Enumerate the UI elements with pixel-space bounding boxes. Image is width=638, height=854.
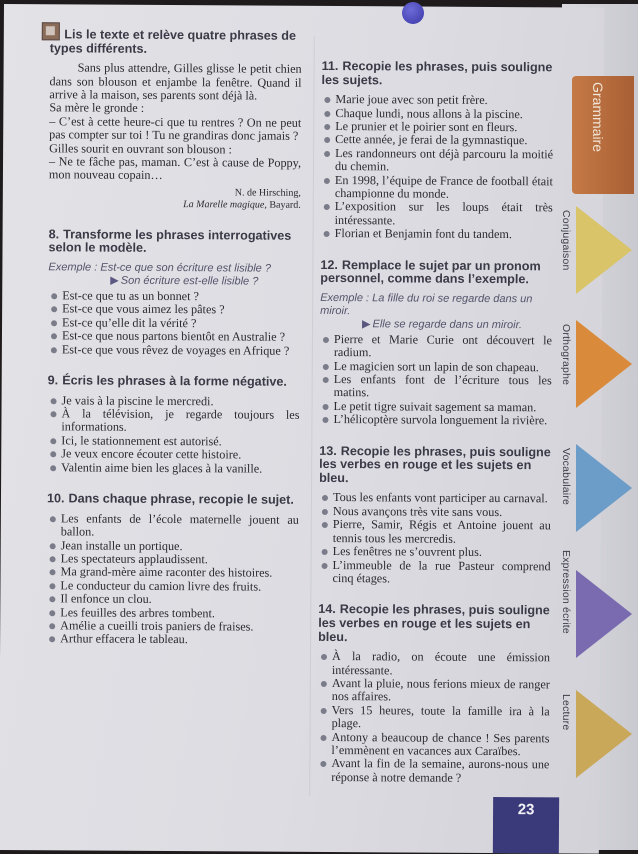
left-column — [46, 28, 302, 665]
list-item: Est-ce que vous rêvez de voyages en Afrique ? — [48, 343, 300, 358]
column-divider — [309, 36, 315, 796]
list-item: Florian et Benjamin font du tandem. — [321, 227, 553, 242]
list-item: Jean installe un portique. — [47, 539, 299, 554]
right-column — [317, 60, 554, 804]
exercise-10-title: 10. Dans chaque phrase, recopie le sujet. — [46, 491, 294, 507]
list-item: Tous les enfants vont participer au carnaval. — [319, 491, 551, 506]
list-item: Cette année, je ferai de la gymnastique. — [321, 133, 553, 148]
tab-label: Conjugaison — [560, 210, 572, 271]
list-item: Arthur effacera le tableau. — [46, 633, 298, 648]
list-item: Est-ce qu’elle dit la vérité ? — [48, 316, 300, 331]
list-item: Avant la pluie, nous ferions mieux de ranger nos affaires. — [318, 677, 550, 705]
list-item: En 1998, l’équipe de France de football était championne du monde. — [321, 174, 553, 202]
list-item: À la télévision, je regarde toujours les informations. — [47, 407, 299, 435]
exercise-9 — [47, 374, 300, 476]
exercise-13 — [318, 445, 551, 587]
list-item: L’exposition sur les loups était très intéressante. — [321, 200, 553, 228]
sentence-list — [47, 394, 299, 476]
list-item: Je vais à la piscine le mercredi. — [48, 394, 300, 409]
list-item: Les fenêtres ne s’ouvrent plus. — [319, 545, 551, 560]
tab-marker — [576, 690, 632, 778]
exercise-14-title: 14. Recopie les phrases, puis souligne les verbes en rouge et les sujets en bleu. — [318, 602, 550, 644]
exercise-12-title: 12. Remplace le sujet par un pronom personnel, comme dans l’exemple. — [320, 257, 541, 287]
tab-grammaire[interactable] — [572, 76, 634, 194]
tab-marker — [576, 570, 632, 658]
paragraph: – C’est à cette heure-ci que tu rentres ? On ne peut pas compter sur toi ! Tu ne grandiras donc jamais ? — [49, 114, 302, 144]
list-item: Pierre, Samir, Régis et Antoine jouent au tennis tous les mercredis. — [319, 518, 551, 546]
author: N. de Hirsching, — [234, 187, 301, 199]
list-item: Les enfants de l’école maternelle jouent au ballon. — [47, 512, 299, 540]
example: Exemple : Est-ce que son écriture est lisible ? ▶ Son écriture est-elle lisible ? — [48, 261, 272, 288]
tab-label: Orthographe — [560, 324, 572, 386]
sentence-list — [319, 333, 552, 428]
exercise-7 — [49, 28, 302, 211]
exercise-8 — [48, 228, 301, 358]
publisher: , Bayard. — [264, 199, 301, 211]
list-item: Avant la fin de la semaine, aurons-nous une réponse à notre demande ? — [317, 757, 549, 785]
tab-label: Grammaire — [590, 82, 606, 153]
list-item: Le magicien sort un lapin de son chapeau. — [320, 360, 552, 375]
paragraph: – Ne te fâche pas, maman. C’est à cause de Poppy, mon nouveau copain… — [48, 154, 302, 183]
list-item: Ma grand-mère aime raconter des histoires. — [46, 566, 298, 581]
list-item: L’immeuble de la rue Pasteur comprend cinq étages. — [318, 558, 550, 586]
tab-label: Vocabulaire — [560, 448, 572, 506]
exercise-11 — [321, 60, 554, 242]
exercise-14 — [317, 603, 550, 785]
list-item: Amélie a cueilli trois paniers de fraises. — [46, 619, 298, 634]
exercise-7-title: Lis le texte et relève quatre phrases de types différents. — [49, 27, 297, 56]
tab-label: Expression écrite — [560, 550, 572, 634]
list-item: L’hélicoptère survola longuement la rivière. — [319, 413, 551, 428]
list-item: Est-ce que tu as un bonnet ? — [48, 289, 300, 304]
list-item: Marie joue avec son petit frère. — [321, 93, 553, 108]
exercise-10 — [46, 492, 299, 647]
list-item: Les randonneurs ont déjà parcouru la moitié du chemin. — [321, 147, 553, 175]
tab-marker — [576, 444, 632, 532]
list-item: Nous avançons très vite sans vous. — [319, 505, 551, 520]
list-item: Le prunier et le poirier sont en fleurs. — [321, 120, 553, 135]
list-item: Les spectateurs applaudissent. — [47, 552, 299, 567]
list-item: Vers 15 heures, toute la famille ira à la plage. — [318, 704, 550, 732]
tab-marker — [576, 206, 632, 294]
reading-text — [49, 61, 302, 183]
sentence-list — [46, 512, 299, 648]
sentence-list — [321, 93, 554, 242]
paragraph: Sa mère le gronde : — [49, 100, 145, 116]
tab-label: Lecture — [560, 694, 572, 731]
source-credit — [49, 186, 301, 212]
exercise-marker-icon — [42, 22, 60, 40]
textbook-page — [0, 4, 604, 854]
list-item: Le conducteur du camion livre des fruits. — [46, 579, 298, 594]
page-number: 23 — [493, 797, 559, 854]
paragraph: Gilles sourit en ouvrant son blouson : — [49, 140, 232, 157]
exercise-9-title: 9. Écris les phrases à la forme négative. — [47, 373, 287, 389]
list-item: Les feuilles des arbres tombent. — [46, 606, 298, 621]
list-item: Est-ce que vous aimez les pâtes ? — [48, 303, 300, 318]
exercise-13-title: 13. Recopie les phrases, puis souligne les verbes en rouge et les sujets en bleu. — [319, 443, 551, 485]
list-item: Il enfonce un clou. — [46, 592, 298, 607]
exercise-11-title: 11. Recopie les phrases, puis souligne les sujets. — [321, 58, 553, 87]
pushpin-icon — [402, 2, 424, 24]
list-item: Le petit tigre suivait sagement sa maman. — [320, 400, 552, 415]
list-item: Ici, le stationnement est autorisé. — [47, 434, 299, 449]
list-item: Chaque lundi, nous allons à la piscine. — [321, 107, 553, 122]
book-title: La Marelle magique — [183, 198, 265, 211]
arrow-icon: ▶ — [362, 318, 371, 331]
list-item: À la radio, on écoute une émission intéressante. — [318, 650, 550, 678]
example: Exemple : La fille du roi se regarde dans un miroir. ▶ Elle se regarde dans un miroir. — [320, 291, 533, 332]
sentence-list — [48, 289, 300, 358]
list-item: Antony a beaucoup de chance ! Ses parents l’emmènent en vacances aux Caraïbes. — [317, 730, 549, 758]
list-item: Pierre et Marie Curie ont découvert le radium. — [320, 333, 552, 361]
tab-marker — [576, 320, 632, 408]
list-item: Les enfants font de l’écriture tous les matins. — [320, 373, 552, 401]
list-item: Valentin aime bien les glaces à la vanille. — [47, 461, 299, 476]
sentence-list — [317, 650, 550, 785]
paragraph: Sans plus attendre, Gilles glisse le petit chien dans son blouson et enjambe la fenêtre. Quand il arrive à la maison, ses parents sont déjà là. — [49, 60, 302, 103]
arrow-icon: ▶ — [110, 274, 119, 287]
exercise-8-title: 8. Transforme les phrases interrogatives selon le modèle. — [48, 227, 292, 256]
sentence-list — [318, 491, 551, 586]
list-item: Est-ce que nous partons bientôt en Australie ? — [48, 330, 300, 345]
list-item: Je veux encore écouter cette histoire. — [47, 448, 299, 463]
exercise-12 — [319, 259, 552, 428]
